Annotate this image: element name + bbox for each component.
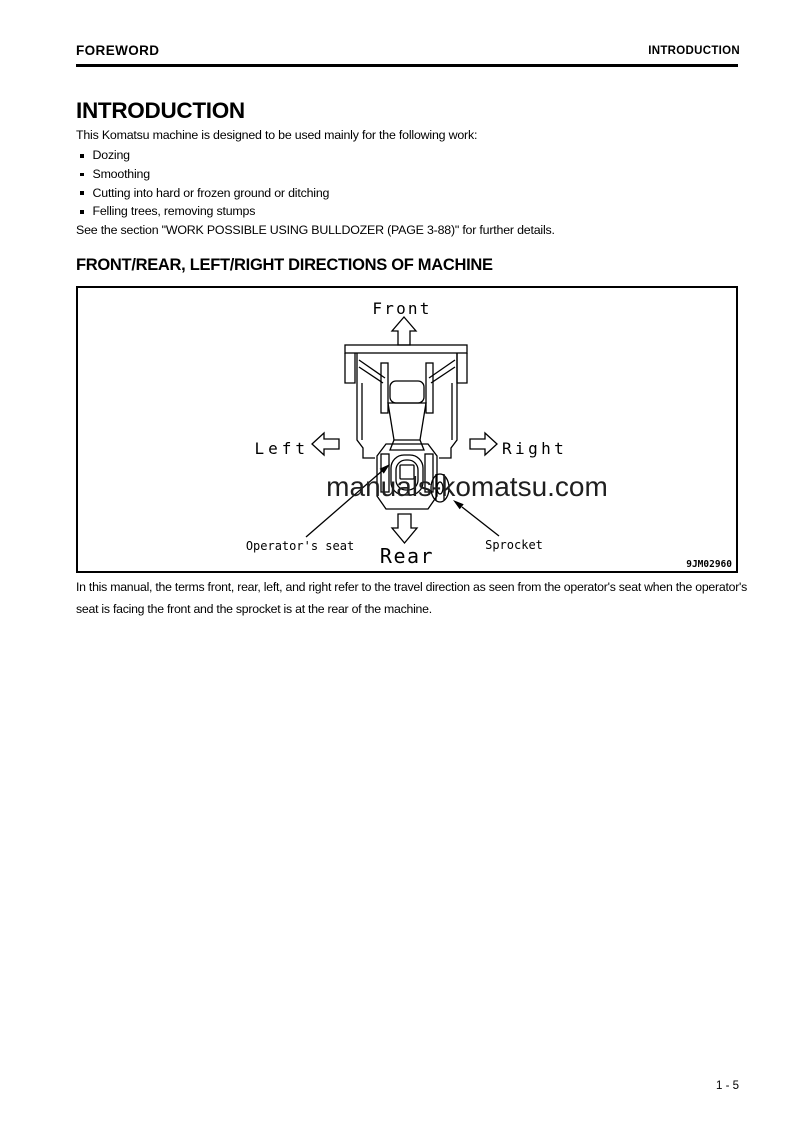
header-right-label: INTRODUCTION (648, 45, 740, 57)
bullet-dot-icon (80, 210, 84, 214)
bullet-item-label: Cutting into hard or frozen ground or ditching (92, 185, 330, 200)
bullet-item (80, 183, 329, 202)
header-left-label: FOREWORD (76, 43, 160, 58)
rear-label: Rear (379, 544, 435, 568)
watermark-text: manuals-komatsu.com (326, 471, 608, 502)
right-label: Right (502, 439, 568, 458)
bullet-item (80, 146, 329, 165)
header-rule (76, 64, 738, 67)
right-arrow-icon (470, 433, 497, 455)
bullet-list (80, 146, 329, 221)
machine-diagram (78, 288, 736, 571)
bullet-item-label: Smoothing (92, 167, 150, 182)
bullet-item (80, 202, 329, 221)
bullet-dot-icon (80, 173, 84, 177)
left-label: Left (254, 439, 309, 458)
bullet-item-label: Dozing (92, 148, 130, 163)
sprocket-label: Sprocket (485, 538, 543, 552)
engine-hood-outline (388, 381, 426, 450)
bullet-item-label: Felling trees, removing stumps (92, 204, 256, 219)
directions-heading: FRONT/REAR, LEFT/RIGHT DIRECTIONS OF MACHINE (76, 256, 493, 274)
see-also-note: See the section "WORK POSSIBLE USING BULLDOZER (PAGE 3-88)" for further details. (76, 223, 555, 237)
bullet-item (80, 165, 329, 184)
up-arrow-icon (392, 317, 416, 345)
page-title: INTRODUCTION (76, 98, 245, 123)
bullet-dot-icon (80, 191, 84, 195)
figure-id: 9JM02960 (686, 559, 732, 570)
figure-box (76, 286, 738, 573)
bullet-dot-icon (80, 154, 84, 158)
body-paragraph: In this manual, the terms front, rear, left, and right refer to the travel direction as seen from the operator's seat when the operator's seat is facing the front and the sprocket is at the rear of the machine. (76, 580, 748, 616)
down-arrow-icon (392, 514, 417, 543)
left-arrow-icon (312, 433, 339, 455)
machine-outline (306, 317, 499, 543)
operator-seat-label: Operator's seat (245, 539, 355, 553)
track-frames-outline (357, 353, 457, 458)
page-number: 1 - 5 (715, 1080, 739, 1092)
intro-lead: This Komatsu machine is designed to be used mainly for the following work: (76, 128, 478, 142)
front-label: Front (372, 299, 432, 318)
sprocket-leader-line (462, 507, 499, 536)
